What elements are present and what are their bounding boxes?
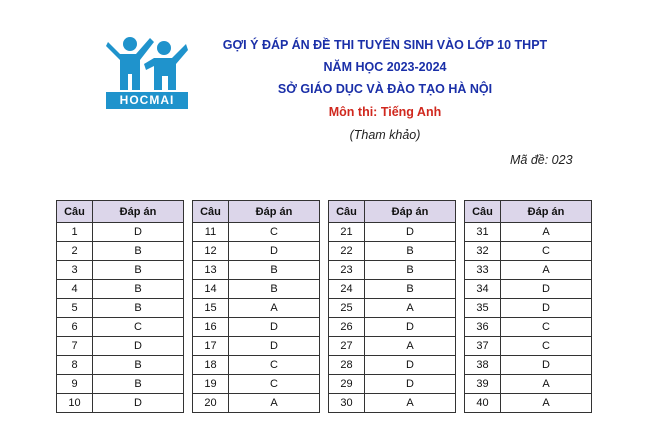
question-number: 33	[465, 261, 501, 280]
header-question: Câu	[57, 201, 93, 223]
question-number: 3	[57, 261, 93, 280]
answer-letter: B	[229, 261, 320, 280]
answer-letter: C	[501, 242, 592, 261]
question-number: 14	[193, 280, 229, 299]
header-question: Câu	[193, 201, 229, 223]
question-number: 23	[329, 261, 365, 280]
table-row	[329, 223, 456, 242]
answer-tables	[56, 200, 592, 413]
table-row	[193, 242, 320, 261]
table-row	[329, 337, 456, 356]
question-number: 11	[193, 223, 229, 242]
answer-table-4	[464, 200, 592, 413]
answer-letter: C	[93, 318, 184, 337]
question-number: 40	[465, 394, 501, 413]
table-row	[329, 394, 456, 413]
question-number: 39	[465, 375, 501, 394]
question-number: 21	[329, 223, 365, 242]
answer-letter: B	[93, 261, 184, 280]
table-row	[465, 318, 592, 337]
answer-letter: C	[501, 337, 592, 356]
table-row	[329, 242, 456, 261]
answer-letter: B	[93, 299, 184, 318]
answer-letter: A	[229, 394, 320, 413]
answer-letter: D	[365, 223, 456, 242]
question-number: 30	[329, 394, 365, 413]
question-number: 7	[57, 337, 93, 356]
table-row	[465, 299, 592, 318]
question-number: 35	[465, 299, 501, 318]
table-row	[57, 356, 184, 375]
answer-letter: D	[501, 299, 592, 318]
table-row	[193, 299, 320, 318]
answer-letter: B	[365, 261, 456, 280]
question-number: 18	[193, 356, 229, 375]
answer-letter: A	[501, 261, 592, 280]
table-row	[465, 394, 592, 413]
table-row	[465, 261, 592, 280]
question-number: 5	[57, 299, 93, 318]
answer-letter: A	[229, 299, 320, 318]
header-answer: Đáp án	[93, 201, 184, 223]
people-figures-icon	[106, 34, 188, 92]
question-number: 26	[329, 318, 365, 337]
table-row	[57, 299, 184, 318]
header-answer: Đáp án	[365, 201, 456, 223]
question-number: 28	[329, 356, 365, 375]
answer-letter: D	[93, 223, 184, 242]
answer-letter: A	[501, 394, 592, 413]
title-line-3: SỞ GIÁO DỤC VÀ ĐÀO TẠO HÀ NỘI	[277, 82, 493, 96]
logo-text: HOCMAI	[106, 92, 188, 109]
table-row	[193, 318, 320, 337]
question-number: 22	[329, 242, 365, 261]
answer-letter: A	[365, 337, 456, 356]
table-row	[57, 223, 184, 242]
question-number: 6	[57, 318, 93, 337]
question-number: 4	[57, 280, 93, 299]
table-row	[193, 261, 320, 280]
answer-letter: B	[93, 356, 184, 375]
header-answer: Đáp án	[229, 201, 320, 223]
answer-table-3	[328, 200, 456, 413]
answer-letter: B	[93, 280, 184, 299]
answer-letter: D	[229, 318, 320, 337]
table-row	[57, 394, 184, 413]
table-row	[329, 299, 456, 318]
answer-table-1	[56, 200, 184, 413]
question-number: 13	[193, 261, 229, 280]
table-row	[193, 337, 320, 356]
table-row	[465, 223, 592, 242]
answer-letter: D	[229, 242, 320, 261]
answer-letter: B	[93, 242, 184, 261]
header-question: Câu	[465, 201, 501, 223]
hocmai-logo	[106, 34, 188, 110]
answer-letter: D	[365, 318, 456, 337]
table-row	[57, 318, 184, 337]
table-row	[465, 280, 592, 299]
answer-letter: D	[93, 337, 184, 356]
answer-letter: C	[229, 223, 320, 242]
table-row	[465, 242, 592, 261]
question-number: 10	[57, 394, 93, 413]
table-row	[193, 356, 320, 375]
table-row	[193, 375, 320, 394]
answer-letter: B	[229, 280, 320, 299]
table-row	[193, 280, 320, 299]
table-row	[465, 356, 592, 375]
table-row	[193, 394, 320, 413]
question-number: 15	[193, 299, 229, 318]
answer-table-2	[192, 200, 320, 413]
question-number: 24	[329, 280, 365, 299]
title-line-1: GỢI Ý ĐÁP ÁN ĐỀ THI TUYỂN SINH VÀO LỚP 10 THPT	[222, 38, 548, 52]
answer-letter: A	[365, 299, 456, 318]
table-row	[329, 356, 456, 375]
question-number: 12	[193, 242, 229, 261]
question-number: 19	[193, 375, 229, 394]
answer-letter: B	[93, 375, 184, 394]
table-row	[57, 261, 184, 280]
question-number: 9	[57, 375, 93, 394]
table-row	[193, 223, 320, 242]
answer-letter: C	[501, 318, 592, 337]
question-number: 20	[193, 394, 229, 413]
table-row	[329, 280, 456, 299]
answer-letter: A	[501, 375, 592, 394]
table-row	[57, 337, 184, 356]
question-number: 34	[465, 280, 501, 299]
answer-letter: D	[501, 280, 592, 299]
answer-letter: C	[229, 375, 320, 394]
exam-code: Mã đề: 023	[510, 153, 573, 167]
answer-letter: D	[93, 394, 184, 413]
header-answer: Đáp án	[501, 201, 592, 223]
subject-title: Môn thi: Tiếng Anh	[328, 105, 442, 119]
question-number: 31	[465, 223, 501, 242]
question-number: 32	[465, 242, 501, 261]
table-row	[465, 337, 592, 356]
table-row	[329, 318, 456, 337]
table-row	[329, 261, 456, 280]
answer-letter: D	[365, 375, 456, 394]
table-row	[57, 375, 184, 394]
answer-letter: D	[365, 356, 456, 375]
answer-letter: A	[365, 394, 456, 413]
reference-note: (Tham khảo)	[349, 128, 421, 142]
answer-letter: D	[229, 337, 320, 356]
answer-letter: D	[501, 356, 592, 375]
answer-letter: A	[501, 223, 592, 242]
question-number: 36	[465, 318, 501, 337]
header-question: Câu	[329, 201, 365, 223]
question-number: 38	[465, 356, 501, 375]
answer-letter: B	[365, 280, 456, 299]
question-number: 8	[57, 356, 93, 375]
question-number: 1	[57, 223, 93, 242]
question-number: 37	[465, 337, 501, 356]
question-number: 17	[193, 337, 229, 356]
table-row	[57, 280, 184, 299]
answer-letter: C	[229, 356, 320, 375]
question-number: 27	[329, 337, 365, 356]
table-row	[57, 242, 184, 261]
question-number: 29	[329, 375, 365, 394]
answer-letter: B	[365, 242, 456, 261]
question-number: 2	[57, 242, 93, 261]
table-row	[465, 375, 592, 394]
title-line-2: NĂM HỌC 2023-2024	[323, 60, 447, 74]
question-number: 16	[193, 318, 229, 337]
table-row	[329, 375, 456, 394]
question-number: 25	[329, 299, 365, 318]
